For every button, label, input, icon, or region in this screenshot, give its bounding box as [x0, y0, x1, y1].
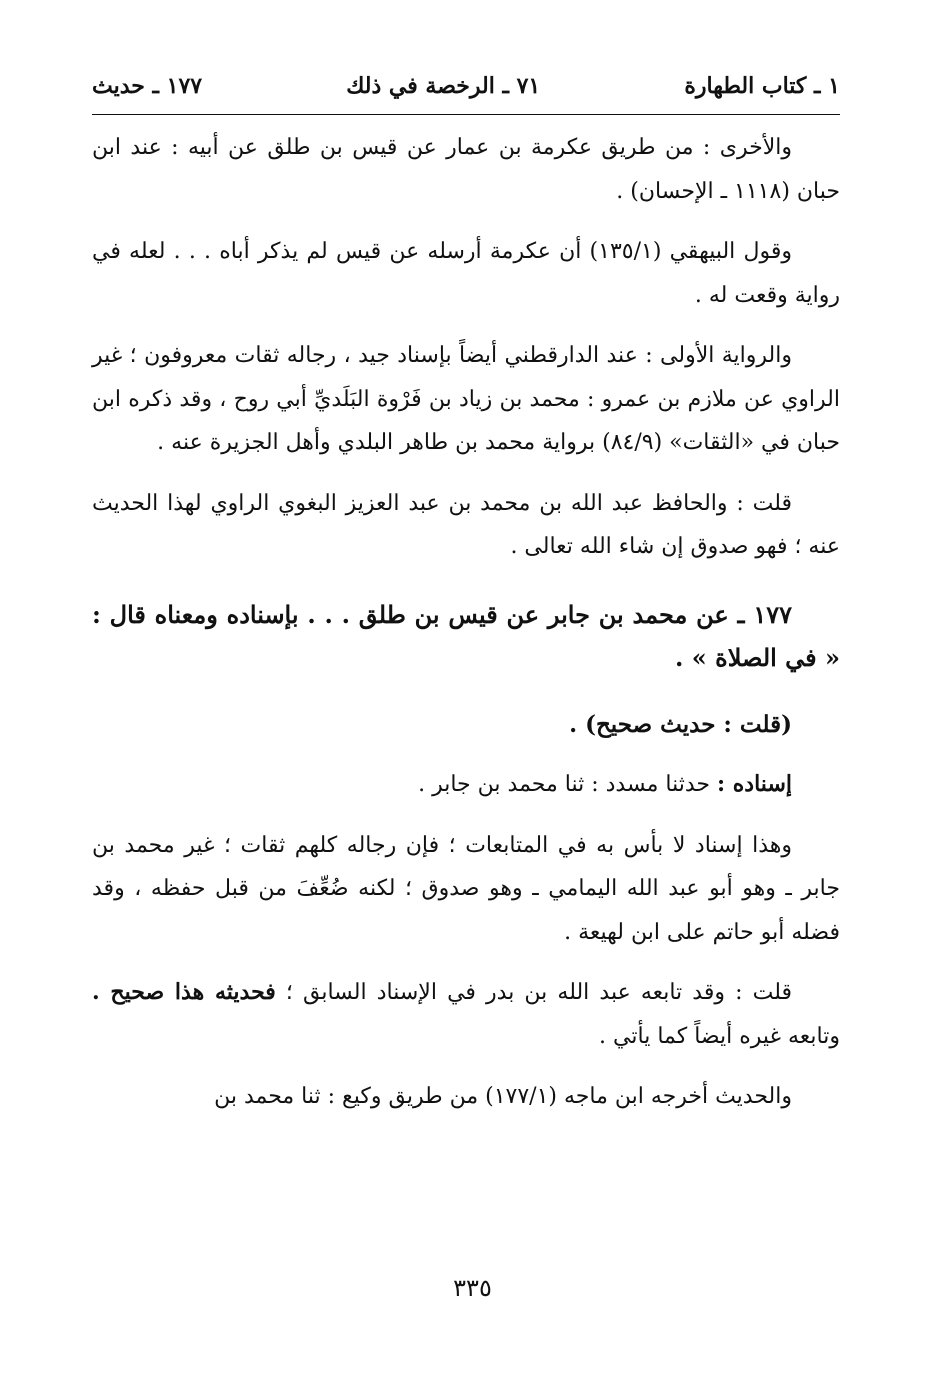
corroboration-end: وتابعه غيره أيضاً كما يأتي . — [599, 1023, 840, 1049]
paragraph-isnad-assessment: وهذا إسناد لا بأس به في المتابعات ؛ فإن رجاله كلهم ثقات ؛ غير محمد بن جابر ـ وهو أبو عبد الله اليمامي ـ وهو صدوق ؛ لكنه ضُعِّفَ من قبل حفظه ، وقد فضله أبو حاتم على ابن لهيعة . — [92, 832, 840, 945]
isnad-paragraph — [92, 763, 840, 807]
header-chapter-title: ٧١ ـ الرخصة في ذلك — [346, 73, 541, 99]
header-divider — [92, 114, 840, 115]
corroboration-verdict: فحديثه هذا صحيح . — [92, 979, 276, 1005]
hadith-verdict: (قلت : حديث صحيح) . — [569, 710, 792, 738]
running-header — [92, 66, 840, 106]
hadith-177-text: ١٧٧ ـ عن محمد بن جابر عن قيس بن طلق . . . بإسناده ومعناه قال : « في الصلاة » . — [92, 599, 840, 672]
isnad-text: حدثنا مسدد : ثنا محمد بن جابر . — [418, 772, 710, 797]
header-book-title: ١ ـ كتاب الطهارة — [684, 73, 840, 99]
corroboration-start: قلت : وقد تابعه عبد الله بن بدر في الإسناد السابق ؛ — [275, 980, 793, 1005]
header-hadith-ref: ١٧٧ ـ حديث — [92, 73, 203, 99]
paragraph-corroboration — [92, 971, 840, 1058]
paragraph-bayhaqi: وقول البيهقي (١٣٥/١) أن عكرمة أرسله عن قيس لم يذكر أباه . . . لعله في رواية وقعت له . — [92, 239, 840, 308]
isnad-label: إسناده : — [717, 771, 792, 797]
paragraph-first-narration: والرواية الأولى : عند الدارقطني أيضاً بإسناد جيد ، رجاله ثقات معروفون ؛ غير الراوي عن ملازم بن عمرو : محمد بن زياد بن فَرْوة البَلَديِّ أبي روح ، وقد ذكره ابن حبان في «الثقات» (٨٤/٩) برواية محمد بن طاهر البلدي وأهل الجزيرة عنه . — [92, 343, 840, 455]
page-number: ٣٣٥ — [453, 1274, 492, 1302]
page-body — [92, 126, 840, 1136]
paragraph-other-narration: والأخرى : من طريق عكرمة بن عمار عن قيس بن طلق عن أبيه : عند ابن حبان (١١١٨ ـ الإحسان) . — [92, 135, 840, 204]
paragraph-ibn-majah: والحديث أخرجه ابن ماجه (١٧٧/١) من طريق وكيع : ثنا محمد بن — [214, 1084, 792, 1109]
paragraph-baghawi: قلت : والحافظ عبد الله بن محمد بن عبد العزيز البغوي الراوي لهذا الحديث عنه ؛ فهو صدوق إن شاء الله تعالى . — [92, 490, 840, 559]
